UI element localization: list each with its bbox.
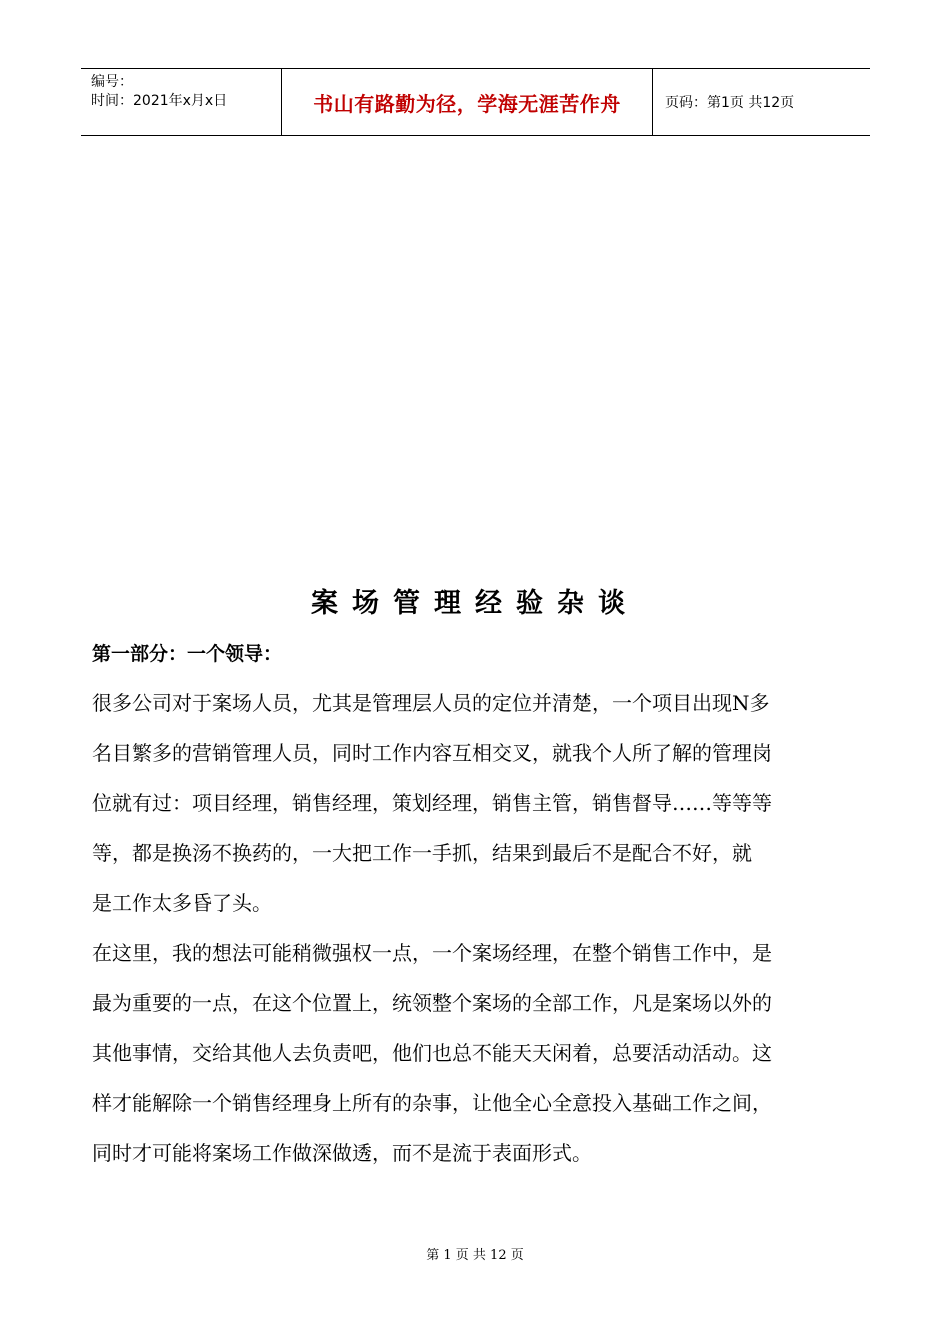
header-motto: 书山有路勤为径，学海无涯苦作舟	[281, 69, 653, 135]
header-meta	[81, 69, 281, 135]
paragraph-line: 位就有过：项目经理，销售经理，策划经理，销售主管，销售督导……等等等	[92, 791, 772, 815]
paragraph-line: 是工作太多昏了头。	[92, 891, 272, 915]
paragraph-line: 其他事情，交给其他人去负责吧，他们也总不能天天闲着，总要活动活动。这	[92, 1041, 772, 1065]
paragraph-2	[92, 934, 867, 1184]
header-date-label: 时间：2021年x月x日	[91, 93, 228, 109]
header-page-info: 页码：第1页 共12页	[665, 95, 795, 111]
paragraph-line: 等，都是换汤不换药的，一大把工作一手抓，结果到最后不是配合不好，就	[92, 841, 752, 865]
paragraph-line: 在这里，我的想法可能稍微强权一点，一个案场经理，在整个销售工作中，是	[92, 941, 772, 965]
page-footer: 第 1 页 共 12 页	[426, 1248, 524, 1263]
paragraph-line: 最为重要的一点，在这个位置上，统领整个案场的全部工作，凡是案场以外的	[92, 991, 772, 1015]
paragraph-line: 名目繁多的营销管理人员，同时工作内容互相交叉，就我个人所了解的管理岗	[92, 741, 772, 765]
paragraph-line: 很多公司对于案场人员，尤其是管理层人员的定位并清楚，一个项目出现N多	[92, 691, 770, 715]
paragraph-line: 同时才可能将案场工作做深做透，而不是流于表面形式。	[92, 1141, 592, 1165]
document-header	[81, 68, 870, 136]
paragraph-line: 样才能解除一个销售经理身上所有的杂事，让他全心全意投入基础工作之间，	[92, 1091, 772, 1115]
paragraph-1	[92, 684, 867, 934]
section-heading: 第一部分：一个领导：	[92, 643, 283, 665]
document-title: 案场管理经验杂谈	[311, 588, 639, 619]
header-number-label: 编号：	[91, 74, 133, 90]
